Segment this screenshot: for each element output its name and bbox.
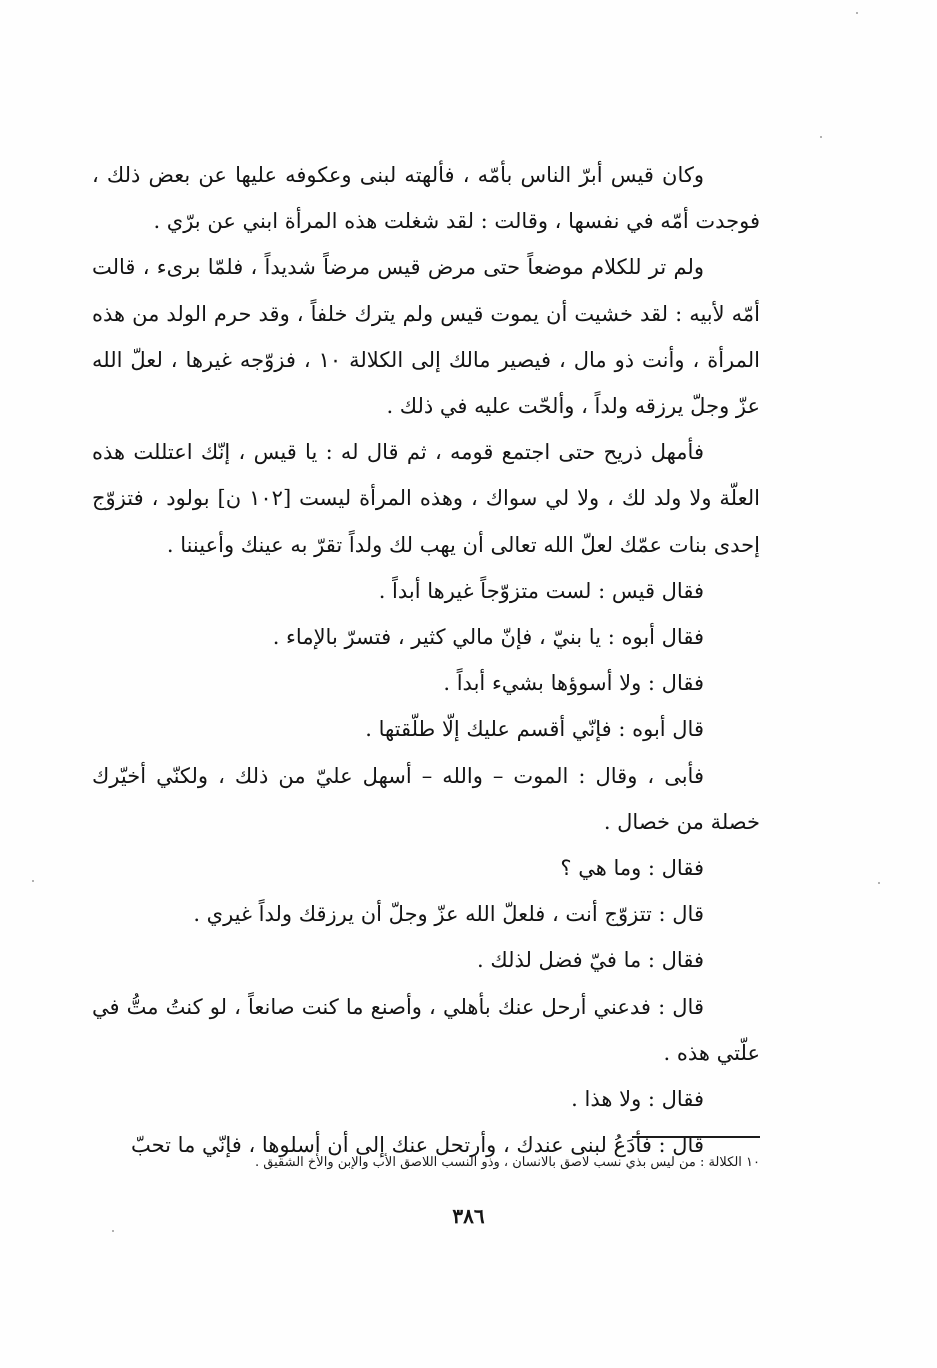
paper-speck: [878, 882, 880, 884]
dialogue-line: قال : تتزوّج أنت ، فلعلّ الله عزّ وجلّ أن يرزقك ولداً غيري .: [193, 902, 704, 927]
footnote: ١٠ الكلالة : من ليس بذي نسب لاصق بالانسان ، وذو النسب اللاصق الأب والإبن والأخ الشقيق .: [255, 1155, 760, 1170]
paper-speck: [856, 12, 858, 14]
dialogue-line: فقال قيس : لست متزوّجاً غيرها أبداً .: [378, 578, 704, 603]
dialogue-line: قال : فدعني أرحل عنك بأهلي ، وأصنع ما كنت صانعاً ، لو كنتُ متُّ في علّتي هذه .: [92, 994, 760, 1065]
paragraph: ولم تر للكلام موضعاً حتى مرض قيس مرضاً شديداً ، فلمّا برىء ، قالت أمّه لأبيه : لقد خشيت أن يموت قيس ولم يترك خلفاً ، وقد حرم الولد من هذه المرأة ، وأنت ذو مال ، فيصير مالك إلى الكلالة ١٠ ، فزوّجه غيرها ، لعلّ الله عزّ وجلّ يرزقه ولداً ، وألحّت عليه في ذلك .: [92, 255, 761, 419]
paper-speck: [112, 1230, 114, 1232]
dialogue-line: فقال أبوه : يا بنيّ ، فإنّ مالي كثير ، فتسرّ بالإماء .: [272, 625, 704, 650]
footnote-divider: [632, 1136, 760, 1138]
paper-speck: [32, 880, 34, 882]
paragraph: فأمهل ذريح حتى اجتمع قومه ، ثم قال له : يا قيس ، إنّك اعتللت هذه العلّة ولا ولد لك ، ولا لي سواك ، وهذه المرأة ليست [١٠٢ ن] بولود ، فتزوّج إحدى بنات عمّك لعلّ الله تعالى أن يهب لك ولداً تقرّ به عينك وأعيننا .: [92, 440, 760, 557]
dialogue-line: فقال : ولا أسوؤها بشيء أبداً .: [443, 671, 704, 696]
dialogue-line: فأبى ، وقال : الموت – والله – أسهل عليّ من ذلك ، ولكنّي أخيّرك خصلة من خصال .: [92, 763, 760, 834]
paper-speck: [820, 136, 822, 138]
dialogue-line: قال أبوه : فإنّي أقسم عليك إلّا طلّقتها .: [365, 717, 704, 742]
dialogue-line: فقال : وما هي ؟: [560, 856, 704, 881]
dialogue-line: فقال : ما فيّ فضل لذلك .: [477, 948, 704, 973]
dialogue-line: قال : فأدَعُ لبنى عندك ، وأرتحل عنك إلى أن أسلوها ، فإنّي ما تحبّ: [130, 1133, 704, 1158]
dialogue-line: فقال : ولا هذا .: [571, 1087, 704, 1112]
body-text: [92, 152, 760, 1168]
page-number: ٣٨٦: [452, 1204, 485, 1228]
paragraph: وكان قيس أبرّ الناس بأمّه ، فألهته لبنى وعكوفه عليها عن بعض ذلك ، فوجدت أمّه في نفسها ، وقالت : لقد شغلت هذه المرأة ابني عن برّي .: [92, 163, 760, 234]
